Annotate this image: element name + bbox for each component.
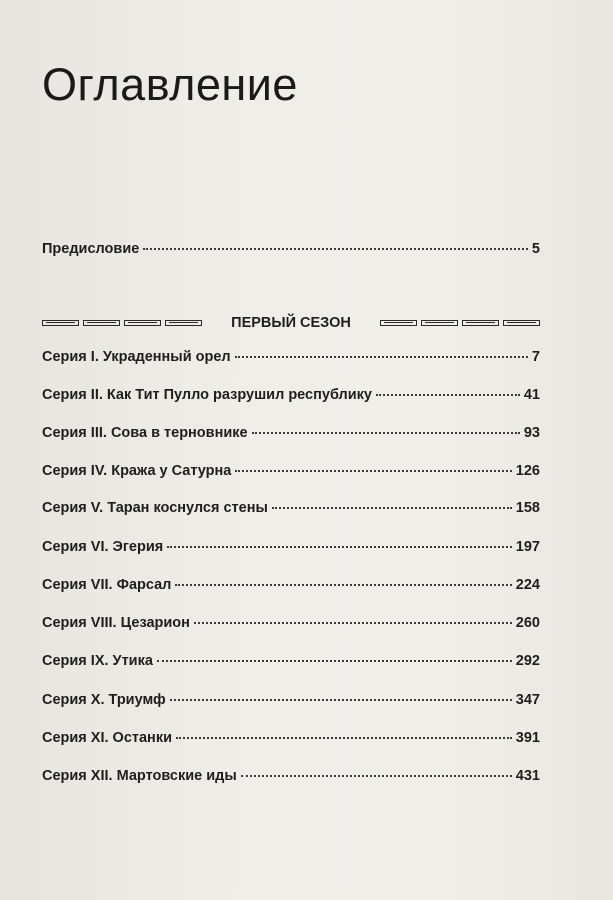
section-title: ПЕРВЫЙ СЕЗОН <box>231 315 351 331</box>
toc-entry-label: Серия VI. Эгерия <box>42 539 164 555</box>
dot-leader <box>241 775 512 777</box>
toc-entry-12[interactable] <box>42 768 540 784</box>
toc-entry-6[interactable] <box>42 539 540 555</box>
toc-entry-page: 347 <box>515 692 540 708</box>
toc-entry-11[interactable] <box>42 730 540 746</box>
dot-leader <box>272 507 512 509</box>
toc-entry-label: Предисловие <box>42 241 140 257</box>
toc-entry-page: 5 <box>531 241 540 257</box>
section-heading <box>42 313 540 333</box>
dot-leader <box>235 356 528 358</box>
toc-entry-label: Серия II. Как Тит Пулло разрушил республику <box>42 387 372 403</box>
toc-entry-1[interactable] <box>42 349 540 365</box>
ornament-right <box>380 320 540 326</box>
toc-entry-label: Серия IX. Утика <box>42 653 153 669</box>
toc-entry-page: 158 <box>515 500 540 516</box>
toc-entry-label: Серия XI. Останки <box>42 730 172 746</box>
dot-leader <box>175 584 511 586</box>
toc-entry-page: 431 <box>515 768 540 784</box>
toc-entry-10[interactable] <box>42 692 540 708</box>
toc-entry-7[interactable] <box>42 577 540 593</box>
page-title: Оглавление <box>42 59 298 110</box>
dot-leader <box>194 622 512 624</box>
dot-leader <box>376 394 520 396</box>
toc-entry-page: 224 <box>515 577 540 593</box>
toc-entry-4[interactable] <box>42 463 540 479</box>
toc-entry-2[interactable] <box>42 387 540 403</box>
toc-entry-label: Серия VIII. Цезарион <box>42 615 190 631</box>
dot-leader <box>170 699 512 701</box>
dot-leader <box>235 470 511 472</box>
toc-entry-page: 197 <box>515 539 540 555</box>
toc-entry-preface[interactable] <box>42 241 540 257</box>
toc-entry-label: Серия I. Украденный орел <box>42 349 231 365</box>
toc-entry-label: Серия XII. Мартовские иды <box>42 768 237 784</box>
ornament-left <box>42 320 202 326</box>
toc-entry-8[interactable] <box>42 615 540 631</box>
toc-entry-page: 93 <box>523 425 540 441</box>
dot-leader <box>143 248 528 250</box>
toc-entry-page: 7 <box>531 349 540 365</box>
toc-entry-page: 126 <box>515 463 540 479</box>
toc-entry-3[interactable] <box>42 425 540 441</box>
toc-entry-page: 292 <box>515 653 540 669</box>
toc-entry-page: 260 <box>515 615 540 631</box>
toc-entry-label: Серия III. Сова в терновнике <box>42 425 248 441</box>
toc-entry-label: Серия V. Таран коснулся стены <box>42 500 268 516</box>
dot-leader <box>167 546 512 548</box>
dot-leader <box>157 660 512 662</box>
dot-leader <box>176 737 512 739</box>
toc-entry-5[interactable] <box>42 500 540 516</box>
toc-entry-label: Серия X. Триумф <box>42 692 166 708</box>
toc-entry-label: Серия IV. Кража у Сатурна <box>42 463 232 479</box>
toc-entry-page: 41 <box>523 387 540 403</box>
toc-entry-label: Серия VII. Фарсал <box>42 577 172 593</box>
toc-entry-9[interactable] <box>42 653 540 669</box>
toc-entry-page: 391 <box>515 730 540 746</box>
dot-leader <box>252 432 520 434</box>
